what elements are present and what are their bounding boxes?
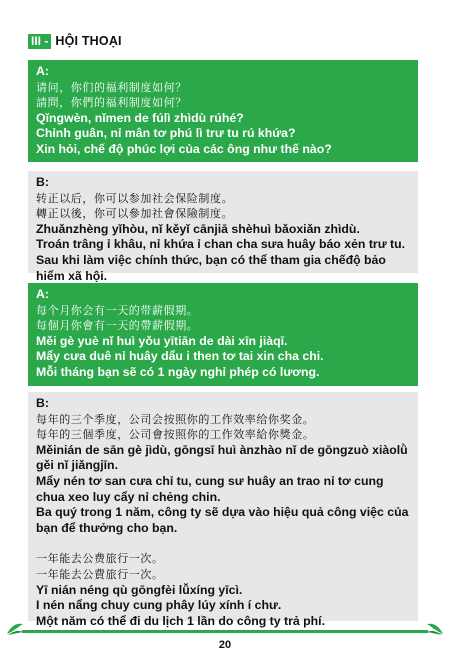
translation: Mỗi tháng bạn sẽ có 1 ngày nghỉ phép có lương.: [36, 364, 320, 379]
pronunciation: Troán trâng ỉ khâu, nỉ khứa ỉ chan cha sưa huây báo xẻn trư tu.: [36, 237, 406, 252]
section-number: III -: [28, 34, 51, 49]
footer-rule: [22, 630, 428, 633]
translation: Ba quý trong 1 năm, công ty sẽ dựa vào hiệu quả công việc của bạn để thưởng cho bạn.: [36, 505, 409, 535]
translation: Sau khi làm việc chính thức, bạn có thể tham gia chếđộ bảo hiểm xã hội.: [36, 252, 386, 283]
chinese-traditional: 一年能去公費旅行一次。: [36, 567, 164, 581]
bamboo-leaf-icon: [426, 622, 444, 636]
speaker-label: B:: [36, 175, 49, 189]
pronunciation: I nén nẩng chuy cung phây lúy xính í chư.: [36, 598, 282, 613]
section-title: HỘI THOẠI: [55, 34, 122, 48]
pinyin: Zhuǎnzhèng yǐhòu, nǐ kěyǐ cānjiā shèhuì bǎoxiǎn zhìdù.: [36, 221, 360, 236]
chinese-simplified: 每年的三个季度，公司会按照你的工作效率给你奖金。: [36, 412, 315, 426]
chinese-simplified: 每个月你会有一天的带薪假期。: [36, 303, 199, 317]
pronunciation: Chỉnh guân, nỉ mân tơ phú lì trư tu rú khứa?: [36, 126, 296, 141]
dialog-box-a-1: [28, 60, 418, 162]
chinese-simplified: 一年能去公费旅行一次。: [36, 552, 164, 566]
chinese-traditional: 每個月你會有一天的帶薪假期。: [36, 319, 199, 333]
pinyin: Yī nián néng qù gōngfèi lǚxíng yīcì.: [36, 582, 243, 597]
pinyin: Měinián de sān gè jìdù, gōngsī huì ànzhào nǐ de gōngzuò xiàolǜ gěi nǐ jiǎngjīn.: [36, 442, 408, 473]
chinese-traditional: 每年的三個季度，公司會按照你的工作效率給你獎金。: [36, 428, 315, 442]
dialog-box-b-2: [28, 392, 418, 628]
speaker-label: A:: [36, 287, 49, 301]
chinese-traditional: 轉正以後，你可以參加社會保險制度。: [36, 207, 234, 221]
chinese-traditional: 請問，你們的福利制度如何？: [36, 96, 187, 110]
speaker-label: A:: [36, 64, 49, 78]
dialog-box-a-2: [28, 283, 418, 386]
chinese-simplified: 请问，你们的福利制度如何？: [36, 80, 187, 94]
chinese-simplified: 转正以后，你可以参加社会保险制度。: [36, 191, 234, 205]
pinyin: Měi gè yuè nǐ huì yǒu yītiān de dài xīn jiàqī.: [36, 333, 288, 348]
page-number: 20: [218, 639, 232, 651]
spacer: [36, 536, 410, 551]
translation: Một năm có thể đi du lịch 1 lần do công ty trả phí.: [36, 613, 325, 628]
pinyin: Qǐngwèn, nǐmen de fúlì zhìdù rúhé?: [36, 110, 244, 125]
dialog-box-b-1: [28, 171, 418, 283]
pronunciation: Mẩy nén tơ san cưa chỉ tu, cung sư huây an trao nỉ tơ cung chua xeo luy cẩy nỉ chẻng chin.: [36, 473, 384, 504]
section-header: [28, 33, 122, 49]
translation: Xin hỏi, chế độ phúc lợi của các ông như thế nào?: [36, 141, 332, 156]
bamboo-leaf-icon: [6, 622, 24, 636]
pronunciation: Mẩy cưa duê nỉ huây dẩu i then tơ tai xin cha chi.: [36, 349, 324, 364]
speaker-label: B:: [36, 396, 49, 410]
